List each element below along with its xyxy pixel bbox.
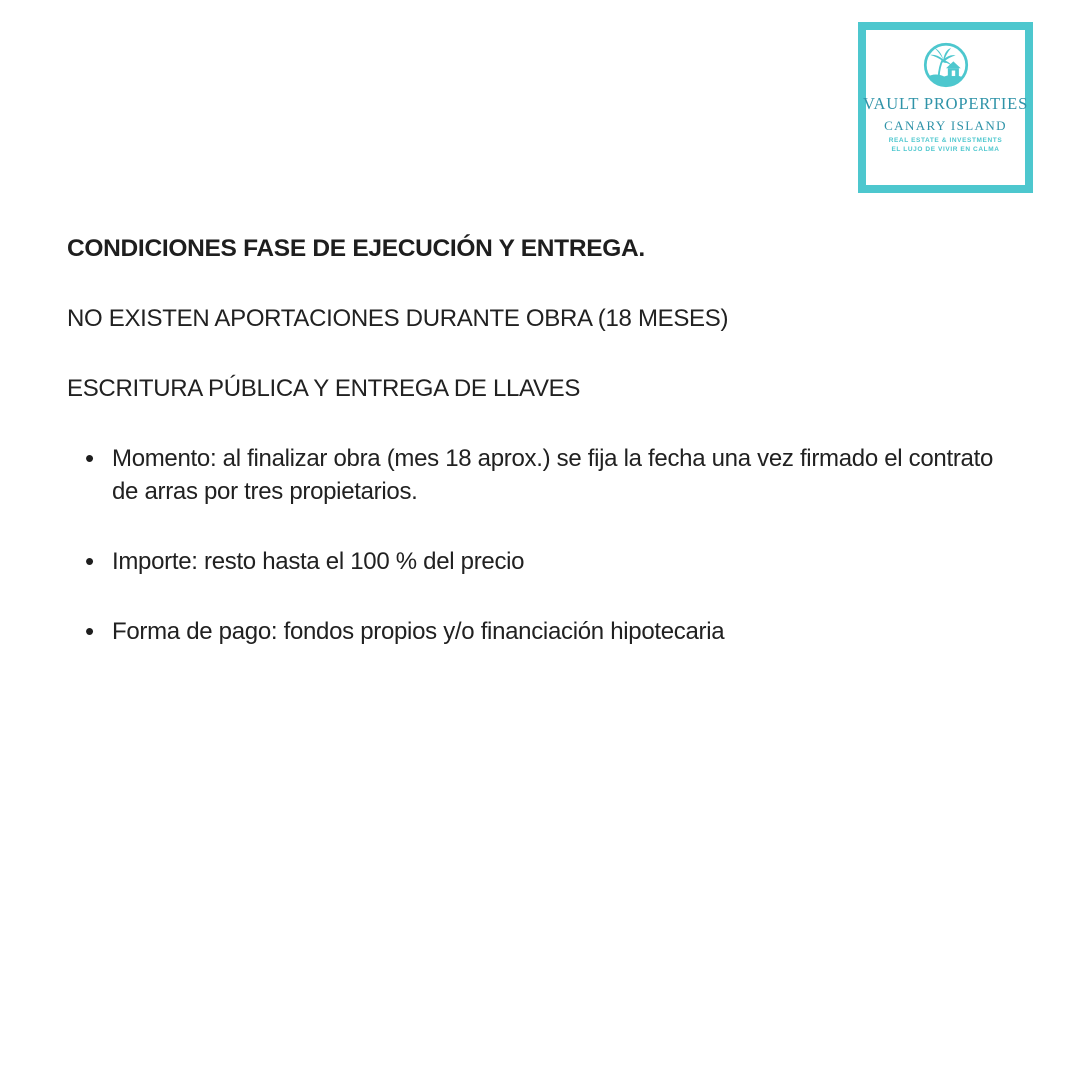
document-content — [67, 232, 1012, 685]
conditions-list — [67, 442, 1012, 648]
logo-region-name: CANARY ISLAND — [884, 118, 1007, 133]
page-title: CONDICIONES FASE DE EJECUCIÓN Y ENTREGA. — [67, 235, 645, 262]
list-item-text: Forma de pago: fondos propios y/o financiación hipotecaria — [112, 618, 725, 645]
palm-house-icon — [923, 42, 969, 88]
logo-brand-name: VAULT PROPERTIES — [862, 94, 1029, 113]
subheading-escritura: ESCRITURA PÚBLICA Y ENTREGA DE LLAVES — [67, 375, 581, 402]
list-item-momento — [67, 442, 1002, 508]
list-item-forma-de-pago — [67, 615, 1002, 648]
list-item-importe — [67, 545, 1002, 578]
vault-properties-logo — [858, 22, 1033, 193]
logo-tagline-2: EL LUJO DE VIVIR EN CALMA — [891, 146, 1000, 153]
subheading-no-aportaciones: NO EXISTEN APORTACIONES DURANTE OBRA (18 MESES) — [67, 305, 729, 332]
list-item-text: Importe: resto hasta el 100 % del precio — [112, 548, 525, 575]
logo-tagline-1: REAL ESTATE & INVESTMENTS — [888, 137, 1003, 144]
list-item-text: Momento: al finalizar obra (mes 18 aprox.) se fija la fecha una vez firmado el contrato de arras por tres propietarios. — [112, 445, 994, 505]
